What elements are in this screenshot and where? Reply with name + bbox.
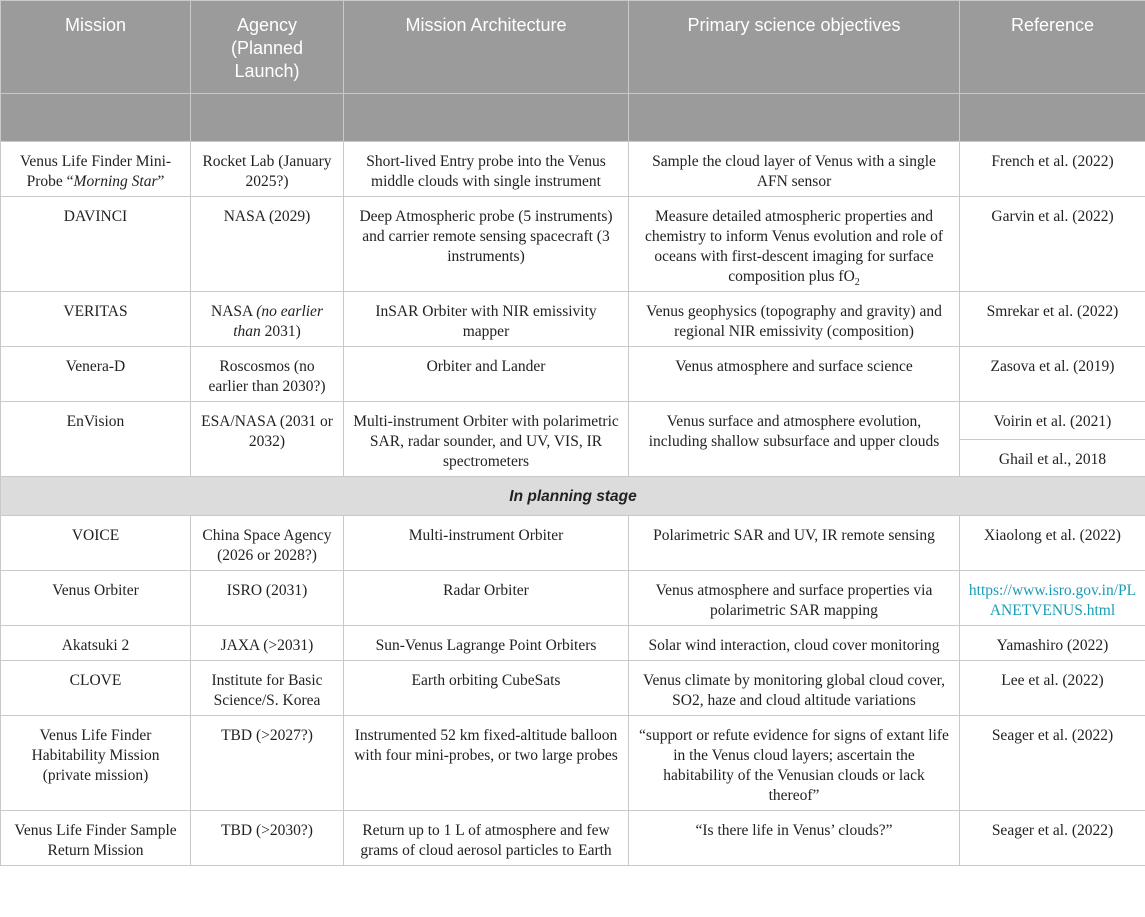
cell-objectives: Venus atmosphere and surface science xyxy=(629,347,960,402)
cell-reference xyxy=(960,571,1145,626)
cell-objectives: Sample the cloud layer of Venus with a single AFN sensor xyxy=(629,142,960,197)
cell-mission: EnVision xyxy=(1,402,191,477)
header-agency: Agency (Planned Launch) xyxy=(191,1,344,94)
cell-architecture: Return up to 1 L of atmosphere and few grams of cloud aerosol particles to Earth xyxy=(344,811,629,866)
cell-reference: Garvin et al. (2022) xyxy=(960,197,1145,292)
cell-objectives: Measure detailed atmospheric properties and chemistry to inform Venus evolution and role of oceans with first-descent imaging for surface composition plus $fO_2$ xyxy=(629,197,960,292)
isro-link[interactable]: https://www.isro.gov.in/PLANETVENUS.html xyxy=(968,582,1137,619)
cell-architecture: Short-lived Entry probe into the Venus middle clouds with single instrument xyxy=(344,142,629,197)
cell-architecture: Sun-Venus Lagrange Point Orbiters xyxy=(344,626,629,661)
cell-reference: Voirin et al. (2021) xyxy=(960,402,1145,440)
cell-objectives: Venus surface and atmosphere evolution, including shallow subsurface and upper clouds xyxy=(629,402,960,477)
table-row xyxy=(1,197,1145,292)
cell-agency: Rocket Lab (January 2025?) xyxy=(191,142,344,197)
cell-agency: TBD (>2027?) xyxy=(191,716,344,811)
cell-reference: French et al. (2022) xyxy=(960,142,1145,197)
cell-mission: DAVINCI xyxy=(1,197,191,292)
table-row xyxy=(1,347,1145,402)
cell-mission: Venus Life Finder Mini-Probe “Morning Star” xyxy=(1,142,191,197)
cell-objectives: Venus geophysics (topography and gravity) and regional NIR emissivity (composition) xyxy=(629,292,960,347)
table-row xyxy=(1,292,1145,347)
cell-reference: Xiaolong et al. (2022) xyxy=(960,516,1145,571)
cell-agency: Institute for Basic Science/S. Korea xyxy=(191,661,344,716)
cell-reference: Seager et al. (2022) xyxy=(960,811,1145,866)
cell-architecture: Orbiter and Lander xyxy=(344,347,629,402)
cell-objectives: “support or refute evidence for signs of extant life in the Venus cloud layers; ascertain the habitability of the Venusian clouds or lack thereof” xyxy=(629,716,960,811)
cell-mission: Venus Life Finder Habitability Mission (private mission) xyxy=(1,716,191,811)
cell-objectives: Venus atmosphere and surface properties via polarimetric SAR mapping xyxy=(629,571,960,626)
cell-mission: Venus Orbiter xyxy=(1,571,191,626)
cell-mission: VERITAS xyxy=(1,292,191,347)
cell-agency: JAXA (>2031) xyxy=(191,626,344,661)
table-row xyxy=(1,571,1145,626)
cell-objectives: Solar wind interaction, cloud cover monitoring xyxy=(629,626,960,661)
cell-agency: ISRO (2031) xyxy=(191,571,344,626)
cell-mission: Venera-D xyxy=(1,347,191,402)
cell-mission: Venus Life Finder Sample Return Mission xyxy=(1,811,191,866)
header-objectives: Primary science objectives xyxy=(629,1,960,94)
header-architecture: Mission Architecture xyxy=(344,1,629,94)
cell-reference: Zasova et al. (2019) xyxy=(960,347,1145,402)
cell-reference: Yamashiro (2022) xyxy=(960,626,1145,661)
cell-architecture: Deep Atmospheric probe (5 instruments) and carrier remote sensing spacecraft (3 instruments) xyxy=(344,197,629,292)
table-row xyxy=(1,516,1145,571)
table-row xyxy=(1,402,1145,440)
header-mission: Mission xyxy=(1,1,191,94)
cell-mission: CLOVE xyxy=(1,661,191,716)
table-row xyxy=(1,811,1145,866)
table-row xyxy=(1,142,1145,197)
table-row xyxy=(1,716,1145,811)
cell-agency: NASA (no earlier than 2031) xyxy=(191,292,344,347)
cell-reference: Lee et al. (2022) xyxy=(960,661,1145,716)
section-label: In planning stage xyxy=(1,477,1145,516)
cell-architecture: InSAR Orbiter with NIR emissivity mapper xyxy=(344,292,629,347)
section-row xyxy=(1,477,1145,516)
cell-objectives: Venus climate by monitoring global cloud cover, SO2, haze and cloud altitude variations xyxy=(629,661,960,716)
cell-reference: Ghail et al., 2018 xyxy=(960,439,1145,477)
cell-agency: TBD (>2030?) xyxy=(191,811,344,866)
cell-reference: Smrekar et al. (2022) xyxy=(960,292,1145,347)
cell-architecture: Earth orbiting CubeSats xyxy=(344,661,629,716)
header-spacer-row xyxy=(1,94,1145,142)
cell-mission: VOICE xyxy=(1,516,191,571)
header-reference: Reference xyxy=(960,1,1145,94)
cell-agency: NASA (2029) xyxy=(191,197,344,292)
cell-agency: China Space Agency (2026 or 2028?) xyxy=(191,516,344,571)
cell-objectives: “Is there life in Venus’ clouds?” xyxy=(629,811,960,866)
cell-architecture: Multi-instrument Orbiter xyxy=(344,516,629,571)
table-header xyxy=(1,1,1145,142)
table-row xyxy=(1,626,1145,661)
cell-objectives: Polarimetric SAR and UV, IR remote sensing xyxy=(629,516,960,571)
cell-architecture: Radar Orbiter xyxy=(344,571,629,626)
cell-agency: ESA/NASA (2031 or 2032) xyxy=(191,402,344,477)
cell-agency: Roscosmos (no earlier than 2030?) xyxy=(191,347,344,402)
table-row xyxy=(1,661,1145,716)
cell-reference: Seager et al. (2022) xyxy=(960,716,1145,811)
cell-mission: Akatsuki 2 xyxy=(1,626,191,661)
cell-architecture: Instrumented 52 km fixed-altitude balloon with four mini-probes, or two large probes xyxy=(344,716,629,811)
cell-architecture: Multi-instrument Orbiter with polarimetric SAR, radar sounder, and UV, VIS, IR spectrometers xyxy=(344,402,629,477)
